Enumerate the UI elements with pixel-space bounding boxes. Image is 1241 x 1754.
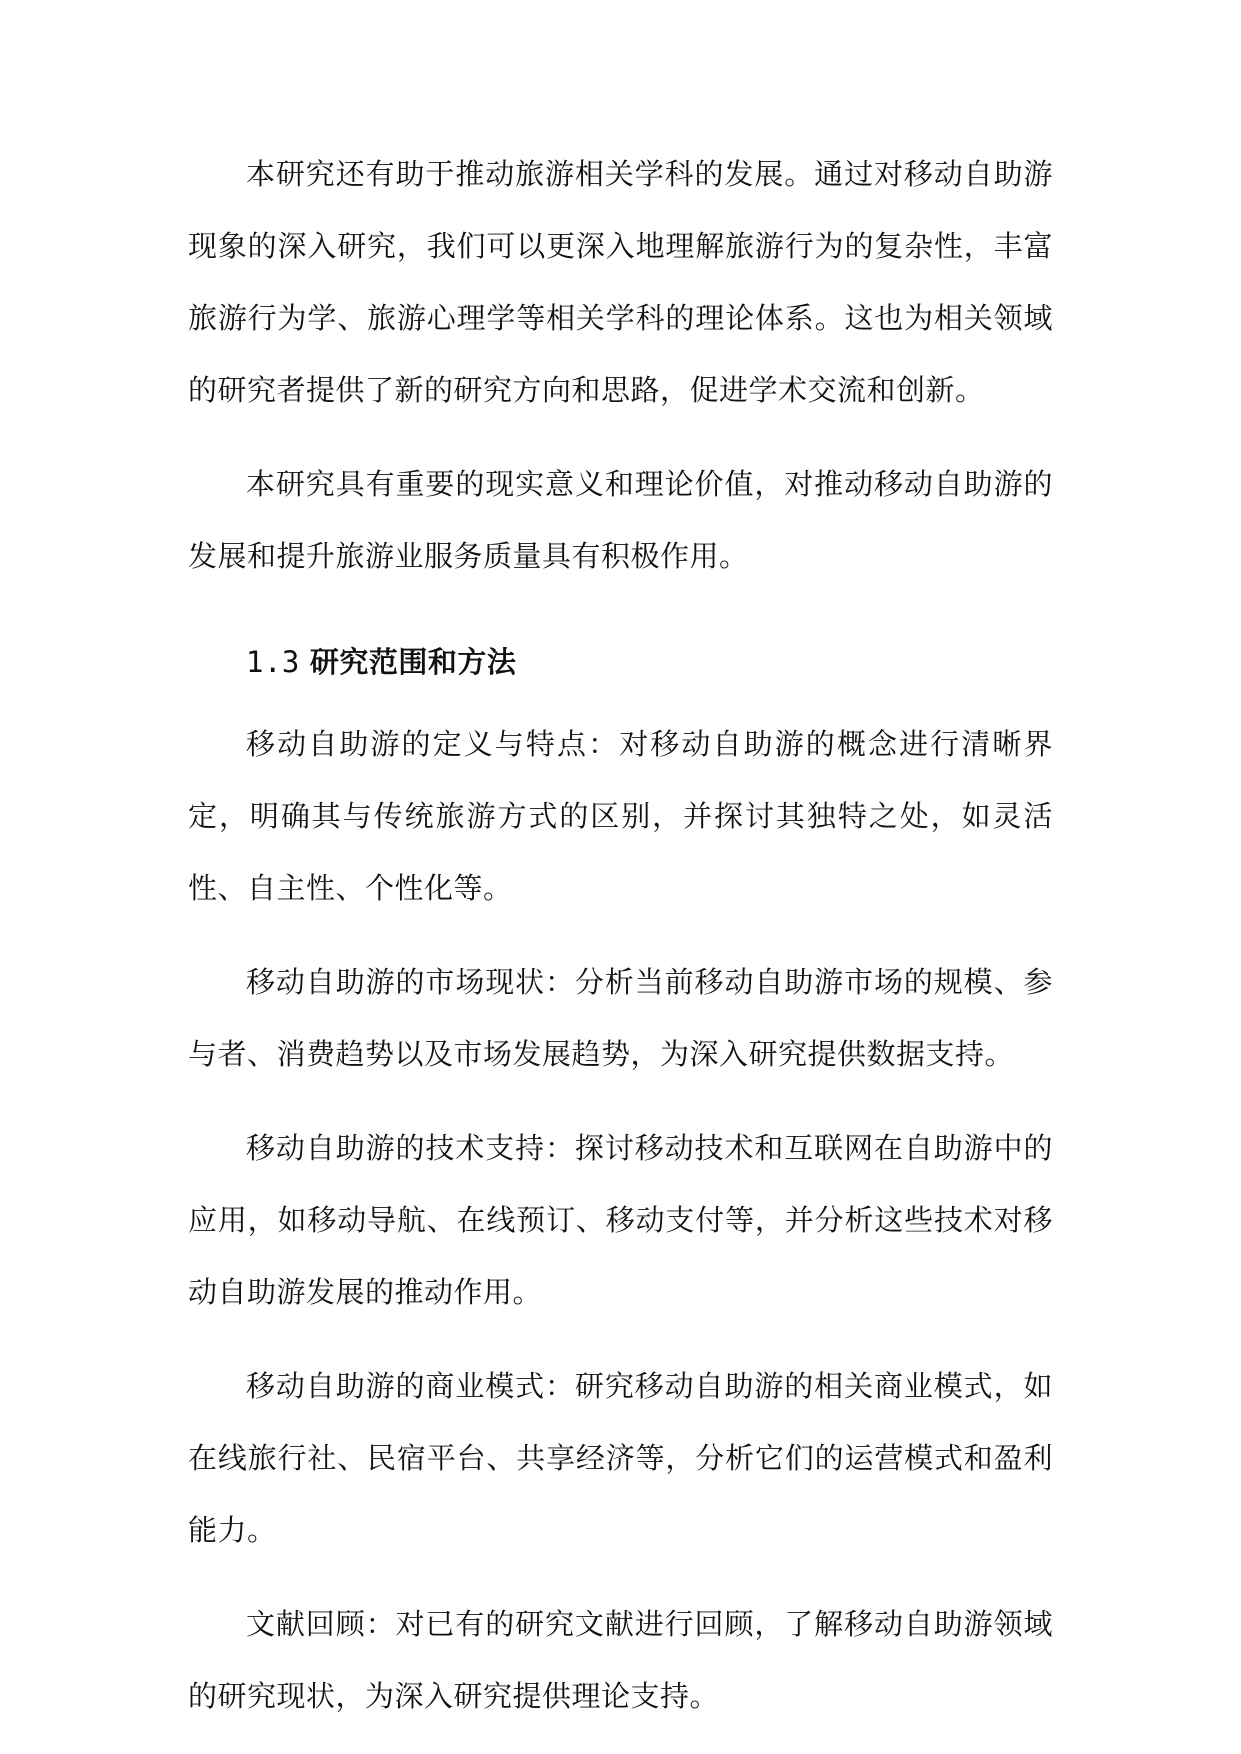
paragraph-significance-summary: 本研究具有重要的现实意义和理论价值，对推动移动自助游的发展和提升旅游业服务质量具有积极作用。	[188, 467, 1053, 573]
paragraph-technical-support: 移动自助游的技术支持：探讨移动技术和互联网在自助游中的应用，如移动导航、在线预订、移动支付等，并分析这些技术对移动自助游发展的推动作用。	[188, 1131, 1053, 1309]
paragraph-definition-features: 移动自助游的定义与特点：对移动自助游的概念进行清晰界定，明确其与传统旅游方式的区别，并探讨其独特之处，如灵活性、自主性、个性化等。	[188, 727, 1053, 905]
paragraph-business-model: 移动自助游的商业模式：研究移动自助游的相关商业模式，如在线旅行社、民宿平台、共享经济等，分析它们的运营模式和盈利能力。	[188, 1369, 1053, 1547]
section-title: 研究范围和方法	[309, 645, 517, 679]
paragraph-literature-review: 文献回顾：对已有的研究文献进行回顾，了解移动自助游领域的研究现状，为深入研究提供理论支持。	[188, 1607, 1053, 1713]
paragraph-market-status: 移动自助游的市场现状：分析当前移动自助游市场的规模、参与者、消费趋势以及市场发展趋势，为深入研究提供数据支持。	[188, 965, 1053, 1071]
document-page	[188, 138, 1053, 1754]
section-number: 1.3	[246, 645, 300, 679]
paragraph-discipline-development: 本研究还有助于推动旅游相关学科的发展。通过对移动自助游现象的深入研究，我们可以更深入地理解旅游行为的复杂性，丰富旅游行为学、旅游心理学等相关学科的理论体系。这也为相关领域的研究者提供了新的研究方向和思路，促进学术交流和创新。	[188, 157, 1053, 407]
section-heading	[188, 626, 1053, 698]
